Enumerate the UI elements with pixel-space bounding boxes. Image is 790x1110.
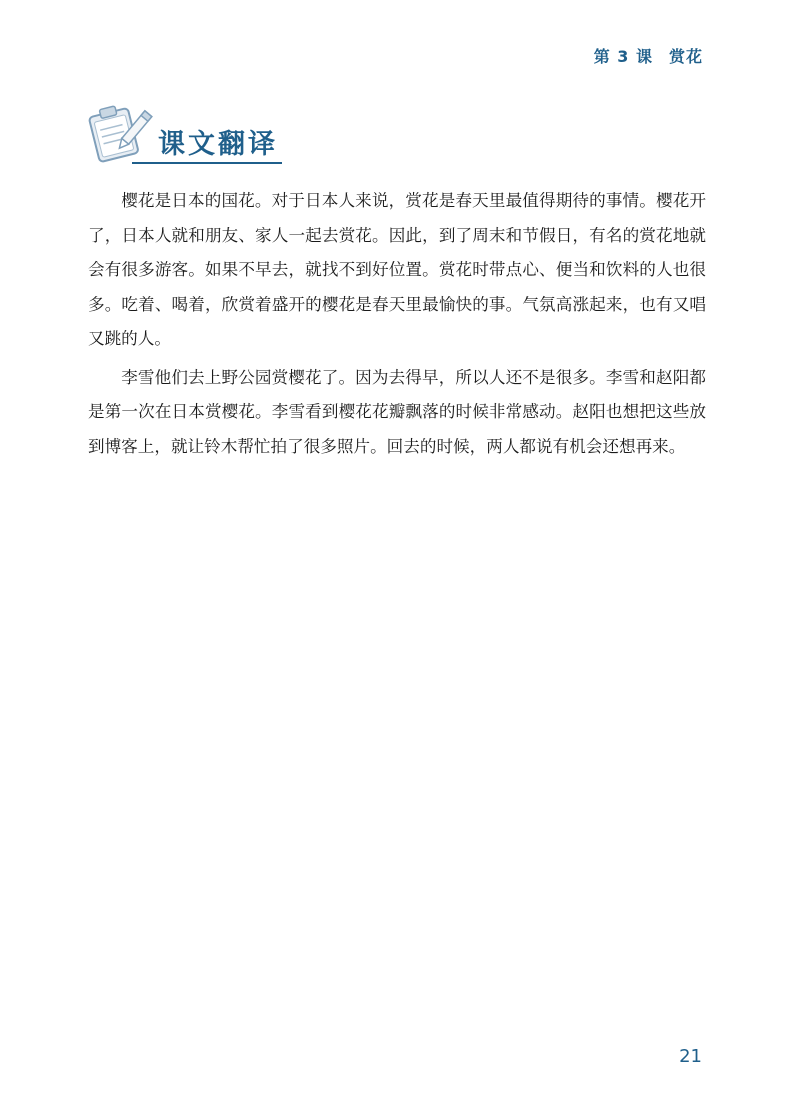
translation-body	[88, 184, 706, 468]
section-title: 课文翻译	[158, 129, 278, 160]
lesson-number: 第 3 课	[593, 47, 653, 66]
running-header	[594, 44, 703, 67]
paragraph-2: 李雪他们去上野公园赏樱花了。因为去得早，所以人还不是很多。李雪和赵阳都是第一次在日本赏樱花。李雪看到樱花花瓣飘落的时候非常感动。赵阳也想把这些放到博客上，就让铃木帮忙拍了很多照片。回去的时候，两人都说有机会还想再来。	[88, 367, 706, 456]
lesson-topic: 赏花	[668, 47, 703, 66]
title-underline	[132, 162, 282, 164]
page-number: 21	[679, 1046, 702, 1067]
paragraph-1: 樱花是日本的国花。对于日本人来说，赏花是春天里最值得期待的事情。樱花开了，日本人就和朋友、家人一起去赏花。因此，到了周末和节假日，有名的赏花地就会有很多游客。如果不早去，就找不到好位置。赏花时带点心、便当和饮料的人也很多。吃着、喝着，欣赏着盛开的樱花是春天里最愉快的事。气氛高涨起来，也有又唱又跳的人。	[88, 191, 706, 348]
clipboard-pencil-icon	[82, 100, 154, 166]
section-heading	[82, 100, 292, 170]
